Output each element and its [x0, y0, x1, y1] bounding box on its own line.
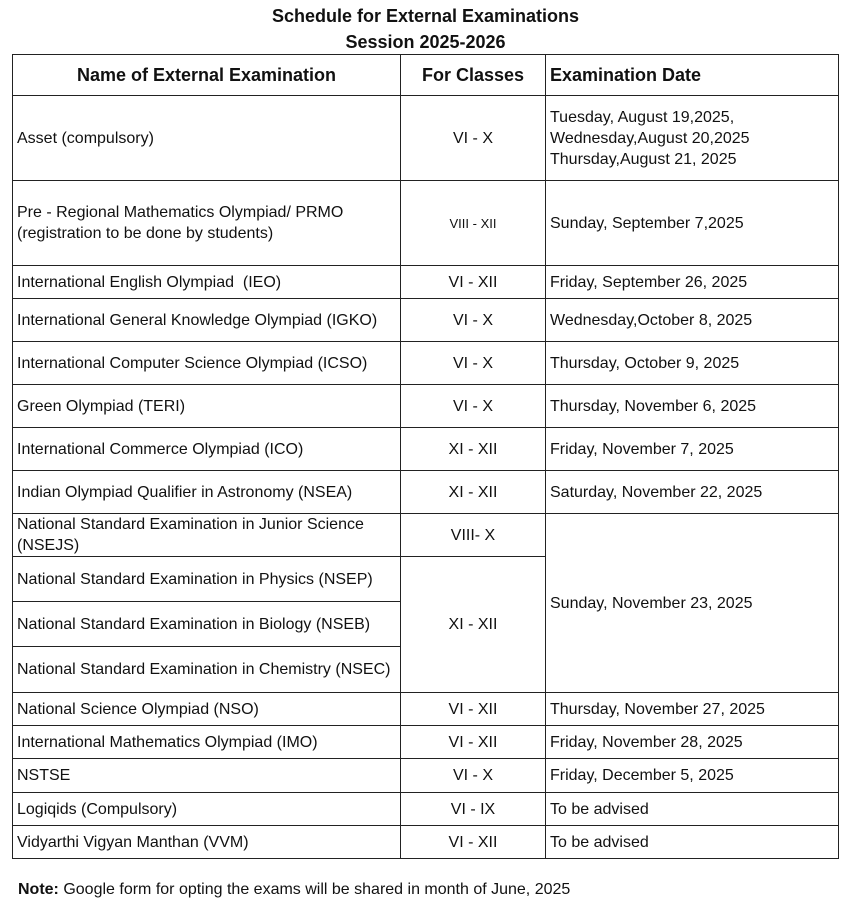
exam-date-line: Tuesday, August 19,2025, — [550, 108, 735, 126]
exam-name: International General Knowledge Olympiad (IGKO) — [13, 299, 401, 342]
exam-name: Green Olympiad (TERI) — [13, 385, 401, 428]
column-header-name: Name of External Examination — [13, 55, 401, 96]
exam-date: Friday, November 28, 2025 — [546, 726, 839, 759]
document-title: Schedule for External Examinations — [271, 6, 580, 26]
table-row — [13, 299, 839, 342]
exam-classes: XI - XII — [401, 471, 546, 514]
exam-classes: VI - X — [401, 299, 546, 342]
exam-classes: XI - XII — [401, 557, 546, 693]
table-row — [13, 471, 839, 514]
exam-classes: VI - XII — [401, 726, 546, 759]
exam-classes: VI - XII — [401, 693, 546, 726]
exam-date: To be advised — [546, 826, 839, 859]
exam-name-note: (registration to be done by students) — [17, 225, 274, 242]
exam-name: NSTSE — [13, 759, 401, 793]
exam-classes: VIII - XII — [401, 181, 546, 266]
exam-name: National Standard Examination in Biology (NSEB) — [13, 602, 401, 647]
note-label: Note: — [18, 881, 59, 898]
note-text: Google form for opting the exams will be shared in month of June, 2025 — [58, 881, 571, 898]
exam-classes: VI - XII — [401, 826, 546, 859]
exam-date: Sunday, November 23, 2025 — [546, 514, 839, 693]
exam-classes: XI - XII — [401, 428, 546, 471]
table-row — [13, 693, 839, 726]
exam-name-line: Pre - Regional Mathematics Olympiad/ PRMO — [17, 204, 344, 221]
column-header-date: Examination Date — [546, 55, 839, 96]
table-row — [13, 514, 839, 557]
exam-name: Indian Olympiad Qualifier in Astronomy (NSEA) — [13, 471, 401, 514]
exam-name: Vidyarthi Vigyan Manthan (VVM) — [13, 826, 401, 859]
exam-classes: VI - XII — [401, 266, 546, 299]
exam-date-line: Thursday,August 21, 2025 — [550, 150, 737, 168]
exam-date: Saturday, November 22, 2025 — [546, 471, 839, 514]
table-row — [13, 385, 839, 428]
exam-date: Friday, November 7, 2025 — [546, 428, 839, 471]
exam-date: Thursday, November 27, 2025 — [546, 693, 839, 726]
exam-date: Friday, September 26, 2025 — [546, 266, 839, 299]
exam-date: Thursday, November 6, 2025 — [546, 385, 839, 428]
exam-name — [13, 181, 401, 266]
exam-date: To be advised — [546, 793, 839, 826]
column-header-classes: For Classes — [401, 55, 546, 96]
exam-name: Logiqids (Compulsory) — [13, 793, 401, 826]
exam-schedule-table — [12, 54, 839, 859]
table-row — [13, 266, 839, 299]
exam-name: International Mathematics Olympiad (IMO) — [13, 726, 401, 759]
exam-name: National Standard Examination in Chemistry (NSEC) — [13, 647, 401, 693]
table-row — [13, 759, 839, 793]
exam-date: Sunday, September 7,2025 — [546, 181, 839, 266]
exam-classes: VI - X — [401, 385, 546, 428]
exam-name: Asset (compulsory) — [13, 96, 401, 181]
exam-classes: VI - IX — [401, 793, 546, 826]
exam-classes: VI - X — [401, 342, 546, 385]
exam-date: Friday, December 5, 2025 — [546, 759, 839, 793]
table-row — [13, 96, 839, 181]
exam-classes: VIII- X — [401, 514, 546, 557]
exam-name: National Standard Examination in Physics (NSEP) — [13, 557, 401, 602]
footnote — [18, 880, 570, 900]
exam-date-line: Wednesday,August 20,2025 — [550, 129, 750, 147]
exam-date — [546, 96, 839, 181]
exam-name: International Commerce Olympiad (ICO) — [13, 428, 401, 471]
exam-date: Wednesday,October 8, 2025 — [546, 299, 839, 342]
exam-name: International Computer Science Olympiad (ICSO) — [13, 342, 401, 385]
table-row — [13, 181, 839, 266]
exam-name: International English Olympiad (IEO) — [13, 266, 401, 299]
exam-classes: VI - X — [401, 759, 546, 793]
table-row — [13, 726, 839, 759]
table-row — [13, 793, 839, 826]
exam-date: Thursday, October 9, 2025 — [546, 342, 839, 385]
exam-name: National Standard Examination in Junior Science (NSEJS) — [13, 514, 401, 557]
table-header-row — [13, 55, 839, 96]
table-row — [13, 342, 839, 385]
exam-classes: VI - X — [401, 96, 546, 181]
session-subtitle: Session 2025-2026 — [345, 32, 506, 52]
table-row — [13, 826, 839, 859]
exam-name: National Science Olympiad (NSO) — [13, 693, 401, 726]
table-row — [13, 428, 839, 471]
